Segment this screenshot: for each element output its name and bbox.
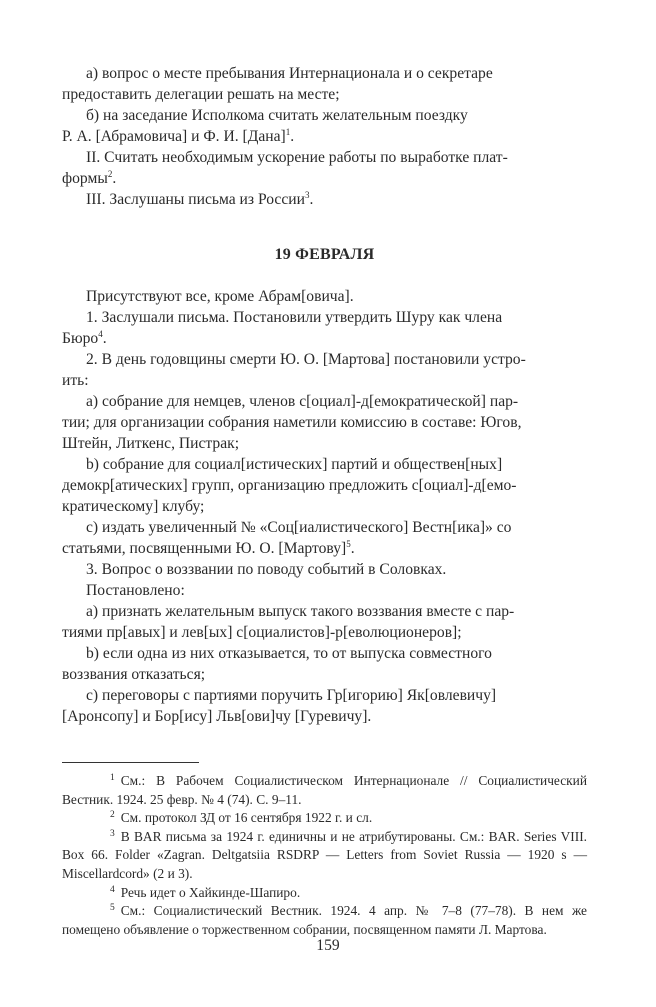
text-line: воззвания отказаться; <box>62 666 206 683</box>
punctuation: . <box>290 128 295 145</box>
main-text <box>62 63 587 939</box>
text-line: предоставить делегации решать на месте; <box>62 86 340 103</box>
paragraph-resolved <box>62 580 587 601</box>
paragraph-b-executive <box>62 105 587 147</box>
text-line: б) на заседание Исполкома считать желательным поездку <box>86 107 468 124</box>
text-line: b) если одна из них отказывается, то от выпуска совместного <box>86 645 492 662</box>
text-line: II. Считать необходимым ускорение работы по выработке плат- <box>86 149 508 166</box>
paragraph-iii-letters <box>62 189 587 210</box>
text-line: III. Заслушаны письма из России <box>86 191 305 208</box>
text-line: тии; для организации собрания наметили комиссию в составе: Югов, <box>62 414 522 431</box>
footnote-text: См.: Социалистический Вестник. 1924. 4 апр. № 7–8 (77–78). В нем же помещено объявление о торжественном собрании, посвященном памяти Л. Мартова. <box>62 903 587 937</box>
footnotes <box>62 772 587 939</box>
text-line: Присутствуют все, кроме Абрам[овича]. <box>86 288 354 305</box>
paragraph-present <box>62 286 587 307</box>
footnote-text: Речь идет о Хайкинде-Шапиро. <box>120 884 301 900</box>
footnote <box>62 902 587 939</box>
footnote <box>62 772 587 809</box>
text-line: демокр[атических] групп, организацию предложить с[оциал]-д[емо- <box>62 477 517 494</box>
footnote-number-text: 4 <box>110 884 115 895</box>
footnote-text: См. протокол ЗД от 16 сентября 1922 г. и сл. <box>120 810 373 826</box>
text-line: тиями пр[авых] и лев[ых] с[оциалистов]-р[еволюционеров]; <box>62 624 462 641</box>
text-line: b) собрание для социал[истических] партий и обществен[ных] <box>86 456 503 473</box>
text-line: 2. В день годовщины смерти Ю. О. [Мартова] постановили устро- <box>86 351 526 368</box>
text-line: c) издать увеличенный № «Соц[иалистического] Вестн[ика]» со <box>86 519 512 536</box>
footnote <box>62 828 587 884</box>
text-line: c) переговоры с партиями поручить Гр[игорию] Як[овлевичу] <box>86 687 497 704</box>
footnote-ref: 4 <box>98 329 103 339</box>
footnote-number-text: 5 <box>110 903 115 914</box>
paragraph-3-appeal <box>62 559 587 580</box>
footnote-ref: 3 <box>304 190 310 200</box>
text-line: Штейн, Литкенс, Пистрак; <box>62 435 240 452</box>
footnote-number-text: 3 <box>110 828 115 839</box>
paragraph-c-issue <box>62 517 587 559</box>
punctuation: . <box>309 191 314 208</box>
text-line: статьями, посвященными Ю. О. [Мартову] <box>62 540 347 557</box>
text-line: а) вопрос о месте пребывания Интернационала и о секретаре <box>86 65 493 82</box>
text-line: формы <box>62 170 108 187</box>
text-line: а) признать желательным выпуск такого воззвания вместе с пар- <box>86 603 515 620</box>
footnote-number-text: 1 <box>110 773 115 783</box>
footnote-number <box>86 772 115 791</box>
footnote-number <box>86 828 115 847</box>
footnote <box>62 884 587 903</box>
footnote-divider <box>62 762 199 763</box>
footnote-ref: 5 <box>346 539 351 549</box>
paragraph-b-meeting <box>62 454 587 517</box>
text-line: а) собрание для немцев, членов с[оциал]-д[емократической] пар- <box>86 393 519 410</box>
text-line: Бюро <box>62 330 99 347</box>
footnote <box>62 809 587 828</box>
paragraph-a-meeting <box>62 391 587 454</box>
text-line: Постановлено: <box>86 582 185 599</box>
footnote-number-text: 2 <box>110 810 115 821</box>
punctuation: . <box>102 330 107 347</box>
text-line: 3. Вопрос о воззвании по поводу событий в Соловках. <box>86 561 447 578</box>
text-line: Р. А. [Абрамовича] и Ф. И. [Дана] <box>62 128 286 145</box>
paragraph-1-letters <box>62 307 587 349</box>
section-heading: 19 ФЕВРАЛЯ <box>274 246 375 263</box>
text-line: 1. Заслушали письма. Постановили утвердить Шуру как члена <box>86 309 503 326</box>
footnote-text: В BAR письма за 1924 г. единичны и не атрибутированы. См.: BAR. Series VIII. Box 66. Folder «Zagran. Deltgatsiia RSDRP — Letters from Soviet Russia — 1920 s — Miscellardcord» (2 и 3). <box>62 828 587 881</box>
punctuation: . <box>112 170 117 187</box>
paragraph-a-location <box>62 63 587 105</box>
punctuation: . <box>350 540 355 557</box>
footnote-ref: 2 <box>107 169 113 179</box>
paragraph-2-anniversary <box>62 349 587 391</box>
paragraph-ii-platform <box>62 147 587 189</box>
text-line: [Аронсопу] и Бор[ису] Льв[ови]чу [Гуревичу]. <box>62 708 372 725</box>
footnote-number <box>86 809 115 828</box>
footnote-ref: 1 <box>285 127 291 137</box>
footnote-number <box>86 902 115 921</box>
paragraph-b-appeal <box>62 643 587 685</box>
footnote-number <box>86 884 115 903</box>
paragraph-a-appeal <box>62 601 587 643</box>
text-line: кратическому] клубу; <box>62 498 205 515</box>
paragraph-c-negotiations <box>62 685 587 727</box>
footnote-text: См.: В Рабочем Социалистическом Интернационале // Социалистический Вестник. 1924. 25 февр. № 4 (74). С. 9–11. <box>62 773 587 807</box>
page-number: 159 <box>316 937 340 954</box>
text-line: ить: <box>62 372 89 389</box>
